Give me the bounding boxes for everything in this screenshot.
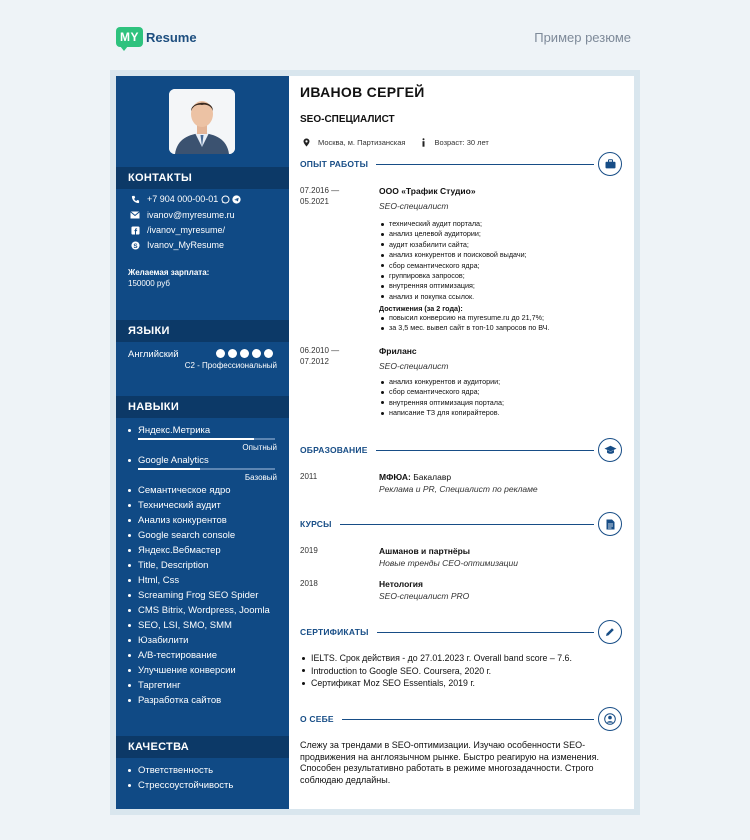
- divider: [340, 524, 594, 525]
- list-item: сбор семантического ядра;: [381, 387, 504, 397]
- list-item: IELTS. Срок действия - до 27.01.2023 г. Overall band score – 7.6.: [302, 652, 572, 665]
- skill-item: [128, 425, 210, 436]
- qualities-heading: КАЧЕСТВА: [116, 736, 289, 758]
- experience-heading: [300, 152, 622, 176]
- skill-item: Улучшение конверсии: [128, 665, 236, 676]
- skill-item: SEO, LSI, SMO, SMM: [128, 620, 232, 631]
- list-item: анализ конкурентов и аудитории;: [381, 377, 504, 387]
- skill-item: Яндекс.Вебмастер: [128, 545, 221, 556]
- skills-heading: НАВЫКИ: [116, 396, 289, 418]
- skill-label: Яндекс.Метрика: [138, 425, 211, 436]
- top-bar: [0, 0, 750, 70]
- phone-icon: [130, 194, 140, 204]
- course-year: 2019: [300, 546, 318, 555]
- rating-dot: [264, 349, 273, 358]
- about-title: О СЕБЕ: [300, 714, 334, 724]
- education-org: МФЮА: Бакалавр: [379, 472, 452, 482]
- course-detail: Новые тренды СЕО-оптимизации: [379, 558, 518, 568]
- skill-bar-fill: [138, 468, 200, 470]
- list-item: внутренняя оптимизация портала;: [381, 398, 504, 408]
- job-company: Фриланс: [379, 346, 417, 356]
- salary-value: 150000 руб: [128, 279, 170, 288]
- logo-badge: MY: [116, 27, 143, 47]
- skill-item: A/B-тестирование: [128, 650, 217, 661]
- skill-item: Screaming Frog SEO Spider: [128, 590, 258, 601]
- rating-dot: [252, 349, 261, 358]
- graduation-cap-icon: [598, 438, 622, 462]
- skill-item: Семантическое ядро: [128, 485, 231, 496]
- contact-email-text: ivanov@myresume.ru: [147, 210, 235, 220]
- courses-title: КУРСЫ: [300, 519, 332, 529]
- candidate-position: SEO-СПЕЦИАЛИСТ: [300, 114, 395, 125]
- myresume-logo[interactable]: [116, 27, 197, 47]
- job-role: SEO-специалист: [379, 361, 449, 371]
- divider: [376, 450, 594, 451]
- course-detail: SEO-специалист PRO: [379, 591, 470, 601]
- contact-phone-text: +7 904 000-00-01: [147, 194, 219, 204]
- skill-bar-fill: [138, 438, 254, 440]
- skill-item: Google search console: [128, 530, 235, 541]
- quality-item: Стрессоустойчивость: [128, 780, 233, 791]
- skill-level: Базовый: [244, 473, 277, 482]
- job-company: ООО «Трафик Студио»: [379, 186, 476, 196]
- job-date: 07.2016 — 05.2021: [300, 186, 340, 206]
- list-item: анализ конкурентов и поисковой выдачи;: [381, 250, 527, 260]
- contact-skype-text: Ivanov_MyResume: [147, 240, 225, 250]
- list-item: анализ и покупка ссылок.: [381, 292, 527, 302]
- experience-title: ОПЫТ РАБОТЫ: [300, 159, 369, 169]
- skill-item: CMS Bitrix, Wordpress, Joomla: [128, 605, 270, 616]
- list-item: Introduction to Google SEO. Coursera, 2020 г.: [302, 665, 572, 678]
- list-item: Сертификат Moz SEO Essentials, 2019 г.: [302, 677, 572, 690]
- user-icon: [598, 707, 622, 731]
- list-item: анализ целевой аудитории;: [381, 229, 527, 239]
- languages-heading: ЯЗЫКИ: [116, 320, 289, 342]
- course-year: 2018: [300, 579, 318, 588]
- divider: [377, 632, 594, 633]
- contact-link[interactable]: [130, 225, 225, 235]
- job-role: SEO-специалист: [379, 201, 449, 211]
- certificates-heading: [300, 620, 622, 644]
- skill-level: Опытный: [242, 443, 277, 452]
- course-org: Ашманов и партнёры: [379, 546, 471, 556]
- profile-photo: [169, 89, 235, 154]
- skill-item: Title, Description: [128, 560, 208, 571]
- location-pin-icon: [303, 138, 310, 147]
- list-item: аудит юзабилити сайта;: [381, 240, 527, 250]
- language-level: C2 - Профессиональный: [184, 361, 277, 370]
- telegram-icon[interactable]: [232, 195, 241, 204]
- page-caption: Пример резюме: [534, 30, 631, 45]
- achievements-title: Достижения (за 2 года):: [379, 304, 463, 313]
- whatsapp-icon[interactable]: [221, 195, 230, 204]
- skill-item: Юзабилити: [128, 635, 189, 646]
- certificates-list: [302, 652, 572, 690]
- skill-bar: [138, 468, 275, 470]
- language-rating: [216, 349, 273, 358]
- pencil-icon: [598, 620, 622, 644]
- list-item: повысил конверсию на myresume.ru до 21,7%;: [381, 313, 549, 323]
- job-achievements: [381, 313, 549, 334]
- candidate-location: Москва, м. Партизанская: [318, 138, 406, 147]
- mail-icon: [130, 210, 140, 220]
- skill-item: Анализ конкурентов: [128, 515, 227, 526]
- language-name: Английский: [128, 349, 179, 360]
- salary-label: Желаемая зарплата:: [128, 268, 210, 277]
- education-year: 2011: [300, 472, 318, 481]
- list-item: группировка запросов;: [381, 271, 527, 281]
- list-item: сбор семантического ядра;: [381, 261, 527, 271]
- list-item: внутренняя оптимизация;: [381, 281, 527, 291]
- about-text: Слежу за трендами в SEO-оптимизации. Изучаю особенности SEO-продвижения на англоязычном рынке. Быстро реагирую на изменения. Способен результативно работать в режиме многозадачности. Строго соблюдаю дедлайны.: [300, 740, 600, 785]
- contact-skype[interactable]: [130, 240, 224, 250]
- contacts-heading: КОНТАКТЫ: [116, 167, 289, 189]
- candidate-name: ИВАНОВ СЕРГЕЙ: [300, 84, 425, 100]
- education-detail: Реклама и PR, Специалист по рекламе: [379, 484, 538, 494]
- resume-main: [289, 76, 634, 809]
- education-title: ОБРАЗОВАНИЕ: [300, 445, 368, 455]
- skill-item: Таргетинг: [128, 680, 181, 691]
- briefcase-icon: [598, 152, 622, 176]
- link-icon: [130, 225, 140, 235]
- contact-link-text: /ivanov_myresume/: [147, 225, 226, 235]
- divider: [342, 719, 594, 720]
- skype-icon: [130, 240, 140, 250]
- contact-phone[interactable]: [130, 194, 241, 204]
- job-duties: [381, 377, 504, 419]
- contact-email[interactable]: [130, 210, 235, 220]
- list-item: написание ТЗ для копирайтеров.: [381, 408, 504, 418]
- certificates-title: СЕРТИФИКАТЫ: [300, 627, 369, 637]
- info-icon: [421, 138, 426, 147]
- skill-label: Google Analytics: [138, 455, 209, 466]
- skill-item: Разработка сайтов: [128, 695, 221, 706]
- list-item: технический аудит портала;: [381, 219, 527, 229]
- svg-text:S: S: [132, 242, 138, 250]
- rating-dot: [228, 349, 237, 358]
- skill-item: Html, Css: [128, 575, 179, 586]
- candidate-meta: [303, 138, 489, 147]
- document-icon: [598, 512, 622, 536]
- skill-item: [128, 455, 209, 466]
- job-date: 06.2010 — 07.2012: [300, 346, 340, 366]
- rating-dot: [240, 349, 249, 358]
- quality-item: Ответственность: [128, 765, 213, 776]
- candidate-age: Возраст: 30 лет: [434, 138, 489, 147]
- resume-sidebar: [116, 76, 289, 809]
- logo-text: Resume: [146, 29, 197, 45]
- job-duties: [381, 219, 527, 302]
- skill-item: Технический аудит: [128, 500, 221, 511]
- skill-bar: [138, 438, 275, 440]
- about-heading: [300, 707, 622, 731]
- courses-heading: [300, 512, 622, 536]
- list-item: за 3,5 мес. вывел сайт в топ-10 запросов по ВЧ.: [381, 323, 549, 333]
- education-heading: [300, 438, 622, 462]
- rating-dot: [216, 349, 225, 358]
- course-org: Нетология: [379, 579, 423, 589]
- divider: [376, 164, 594, 165]
- resume-sheet: [116, 76, 634, 809]
